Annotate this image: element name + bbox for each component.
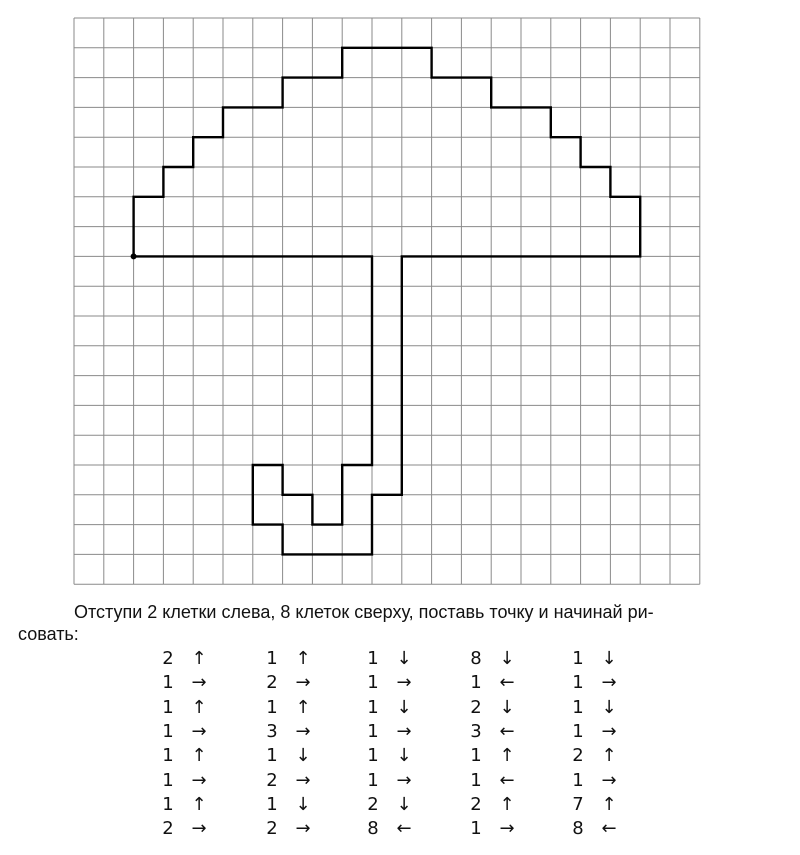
direction-arrow-icon: ↑: [295, 696, 311, 718]
direction-arrow-icon: ↓: [601, 696, 617, 718]
command-cell: [262, 672, 316, 694]
step-count: 1: [470, 769, 482, 791]
step-count: 1: [572, 672, 584, 694]
direction-arrow-icon: ←: [499, 672, 515, 694]
direction-arrow-icon: →: [396, 769, 412, 791]
step-count: 2: [162, 648, 174, 669]
step-count: 2: [162, 818, 174, 840]
command-cell: [363, 818, 417, 840]
graph-paper-grid: [74, 18, 700, 584]
command-cell: [158, 672, 212, 694]
command-cell: [568, 672, 622, 694]
direction-arrow-icon: ←: [499, 720, 515, 742]
command-cell: [466, 794, 520, 816]
command-cell: [466, 818, 520, 840]
step-count: 1: [162, 696, 174, 718]
command-cell: [466, 648, 520, 670]
step-count: 3: [470, 720, 482, 742]
step-count: 1: [266, 745, 278, 767]
step-count: 1: [162, 769, 174, 791]
step-count: 2: [572, 745, 584, 767]
direction-arrow-icon: ↓: [396, 648, 412, 669]
step-count: 2: [470, 696, 482, 718]
direction-arrow-icon: →: [295, 672, 311, 694]
step-count: 8: [572, 818, 584, 840]
step-count: 1: [367, 720, 379, 742]
direction-arrow-icon: →: [191, 672, 207, 694]
command-cell: [466, 770, 520, 792]
command-cell: [158, 648, 212, 670]
command-cell: [262, 648, 316, 670]
command-cell: [568, 770, 622, 792]
step-count: 1: [266, 696, 278, 718]
command-cell: [568, 818, 622, 840]
step-count: 1: [367, 769, 379, 791]
direction-arrow-icon: →: [396, 720, 412, 742]
command-cell: [262, 794, 316, 816]
direction-arrow-icon: ↓: [295, 793, 311, 815]
direction-arrow-icon: ↑: [601, 793, 617, 815]
command-cell: [568, 648, 622, 670]
command-cell: [466, 672, 520, 694]
command-cell: [568, 697, 622, 719]
command-cell: [568, 721, 622, 743]
step-count: 1: [266, 648, 278, 669]
direction-arrow-icon: ↑: [191, 648, 207, 669]
command-cell: [363, 721, 417, 743]
command-cell: [262, 697, 316, 719]
step-count: 8: [470, 648, 482, 669]
direction-arrow-icon: →: [191, 818, 207, 840]
direction-arrow-icon: ↓: [396, 745, 412, 767]
step-count: 1: [367, 745, 379, 767]
command-cell: [158, 745, 212, 767]
command-cell: [363, 672, 417, 694]
direction-arrow-icon: →: [191, 720, 207, 742]
direction-arrow-icon: ↓: [601, 648, 617, 669]
command-cell: [363, 770, 417, 792]
command-cell: [158, 818, 212, 840]
direction-arrow-icon: →: [499, 818, 515, 840]
direction-arrow-icon: ↑: [601, 745, 617, 767]
command-cell: [262, 770, 316, 792]
step-count: 1: [572, 720, 584, 742]
step-count: 1: [572, 696, 584, 718]
direction-arrow-icon: ←: [601, 818, 617, 840]
step-count: 8: [367, 818, 379, 840]
command-cell: [158, 770, 212, 792]
instruction-line-2: совать:: [18, 624, 79, 644]
direction-arrow-icon: →: [295, 720, 311, 742]
command-cell: [466, 745, 520, 767]
step-count: 1: [572, 769, 584, 791]
direction-arrow-icon: →: [295, 818, 311, 840]
direction-arrow-icon: ←: [396, 818, 412, 840]
umbrella-drawing: [134, 48, 641, 555]
step-count: 1: [367, 672, 379, 694]
command-cell: [262, 721, 316, 743]
step-count: 1: [470, 745, 482, 767]
step-count: 7: [572, 793, 584, 815]
direction-arrow-icon: ↓: [295, 745, 311, 767]
command-cell: [262, 745, 316, 767]
command-cell: [363, 745, 417, 767]
command-cell: [363, 648, 417, 670]
command-cell: [262, 818, 316, 840]
step-count: 2: [266, 818, 278, 840]
command-cell: [158, 697, 212, 719]
step-count: 3: [266, 720, 278, 742]
direction-arrow-icon: →: [191, 769, 207, 791]
direction-arrow-icon: →: [396, 672, 412, 694]
step-count: 1: [470, 818, 482, 840]
command-cell: [158, 794, 212, 816]
command-cell: [568, 794, 622, 816]
direction-arrow-icon: ↑: [191, 745, 207, 767]
step-count: 2: [367, 793, 379, 815]
direction-arrow-icon: ↑: [191, 793, 207, 815]
command-cell: [466, 697, 520, 719]
direction-arrow-icon: →: [295, 769, 311, 791]
instruction-text: [18, 601, 734, 644]
step-count: 1: [162, 672, 174, 694]
command-cell: [363, 697, 417, 719]
direction-arrow-icon: ←: [499, 769, 515, 791]
step-count: 1: [266, 793, 278, 815]
start-point-dot: [131, 253, 137, 259]
command-cell: [158, 721, 212, 743]
step-count: 1: [162, 745, 174, 767]
step-count: 2: [266, 769, 278, 791]
step-count: 1: [470, 672, 482, 694]
direction-arrow-icon: ↓: [396, 793, 412, 815]
command-cell: [363, 794, 417, 816]
command-cell: [568, 745, 622, 767]
direction-arrow-icon: →: [601, 672, 617, 694]
direction-arrow-icon: ↓: [499, 648, 515, 669]
command-cell: [466, 721, 520, 743]
direction-arrow-icon: ↓: [499, 696, 515, 718]
step-count: 1: [162, 720, 174, 742]
direction-arrow-icon: →: [601, 720, 617, 742]
direction-arrow-icon: ↑: [499, 745, 515, 767]
direction-arrow-icon: ↑: [295, 648, 311, 669]
direction-arrow-icon: ↑: [499, 793, 515, 815]
step-count: 2: [470, 793, 482, 815]
direction-arrow-icon: ↑: [191, 696, 207, 718]
step-count: 2: [266, 672, 278, 694]
step-count: 1: [162, 793, 174, 815]
step-count: 1: [572, 648, 584, 669]
direction-arrow-icon: ↓: [396, 696, 412, 718]
step-count: 1: [367, 696, 379, 718]
step-count: 1: [367, 648, 379, 669]
instruction-line-1: Отступи 2 клетки слева, 8 клеток сверху, поставь точку и начинай ри-: [74, 602, 654, 622]
direction-arrow-icon: →: [601, 769, 617, 791]
